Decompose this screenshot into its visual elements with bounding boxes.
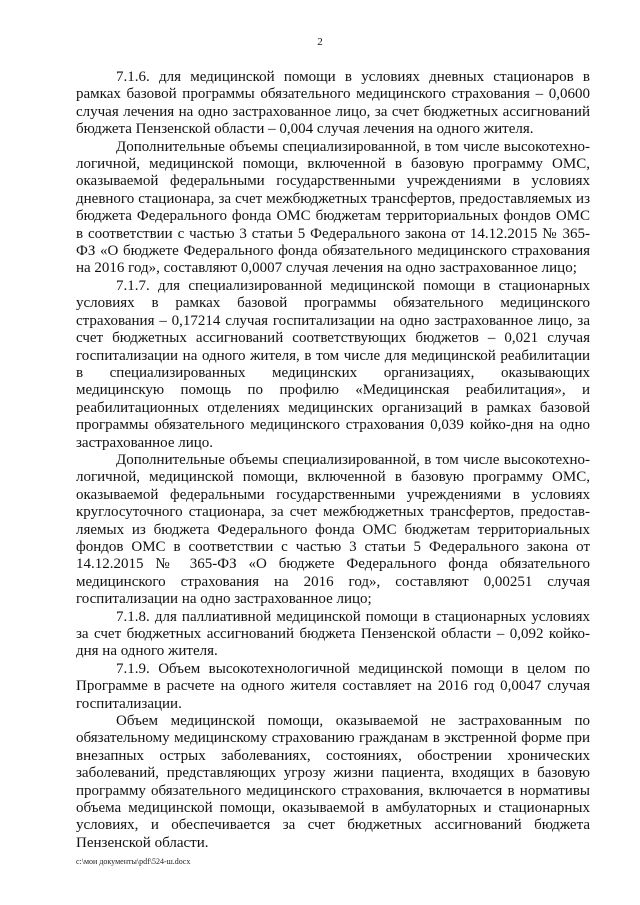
- paragraph-7-1-7: 7.1.7. для специализированной медицинской помощи в стационарных условиях в рамках базовой программы обязательного медицинского страхования – 0,17214 случая госпитализации на одно застрахованное лицо, за счет бюджетных ассигнований соответствующих бюджетов – 0,021 случая госпитализации на одного жителя, в том числе для медицинской реабилитации в специализированных медицинских организациях, оказывающих медицинскую помощь по профилю «Медицинская реабилитация», и реабилитационных отделениях медицинских организаций в рамках базовой программы обязательного медицинского страхования 0,039 койко-дня на одно застрахованное лицо.: [76, 277, 590, 451]
- page-number: 2: [317, 36, 323, 48]
- paragraph-day-hospital-additional-volumes: Дополнительные объемы специализированной, в том числе высокотехнологичной, медицинской помощи, включенной в базовую программу ОМС, оказываемой федеральными государственными учреждениями в условиях дневного стационара, за счет межбюджетных трансфертов, предоставляемых из бюджета Федерального фонда ОМС бюджетам территориальных фондов ОМС в соответствии с частью 3 статьи 5 Федерального закона от 14.12.2015 № 365-ФЗ «О бюджете Федерального фонда обязательного медицинского страхования на 2016 год», составляют 0,0007 случая лечения на одно застрахованное лицо;: [76, 138, 590, 277]
- paragraph-uninsured-emergency-care: Объем медицинской помощи, оказываемой не застрахованным по обязательному медицинскому страхованию гражданам в экстренной форме при внезапных острых заболеваниях, состояниях, обострении хронических заболеваний, представляющих угрозу жизни пациента, входящих в базовую программу обязательного медицинского страхования, включается в нормативы объема медицинской помощи, оказываемой в амбулаторных и стационарных условиях, и обеспечивается за счет бюджетных ассигнований бюджета Пензенской области.: [76, 713, 590, 851]
- paragraph-7-1-6: 7.1.6. для медицинской помощи в условиях дневных стационаров в рамках базовой программы обязательного медицинского страхования – 0,0600 случая лечения на одно застрахованное лицо, за счет бюджетных ассигнований бюджета Пензенской области – 0,004 случая лечения на одного жителя.: [76, 69, 590, 138]
- paragraph-7-1-9: 7.1.9. Объем высокотехнологичной медицинской помощи в целом по Программе в расчете на одного жителя составляет на 2016 год 0,0047 случая госпитализации.: [76, 660, 590, 712]
- document-body: [76, 69, 590, 852]
- file-path-footer: c:\мои документы\pdf\524-ш.docx: [76, 857, 191, 866]
- paragraph-round-the-clock-additional-volumes: Дополнительные объемы специализированной, в том числе высокотехнологичной, медицинской помощи, включенной в базовую программу ОМС, оказываемой федеральными государственными учреждениями в условиях круглосуточного стационара, за счет межбюджетных трансфертов, предоставляемых из бюджета Федерального фонда ОМС бюджетам территориальных фондов ОМС в соответствии с частью 3 статьи 5 Федерального закона от 14.12.2015 № 365-ФЗ «О бюджете Федерального фонда обязательного медицинского страхования на 2016 год», составляют 0,00251 случая госпитализации на одно застрахованное лицо;: [76, 451, 590, 608]
- paragraph-7-1-8: 7.1.8. для паллиативной медицинской помощи в стационарных условиях за счет бюджетных ассигнований бюджета Пензенской области – 0,092 койко-дня на одного жителя.: [76, 608, 590, 660]
